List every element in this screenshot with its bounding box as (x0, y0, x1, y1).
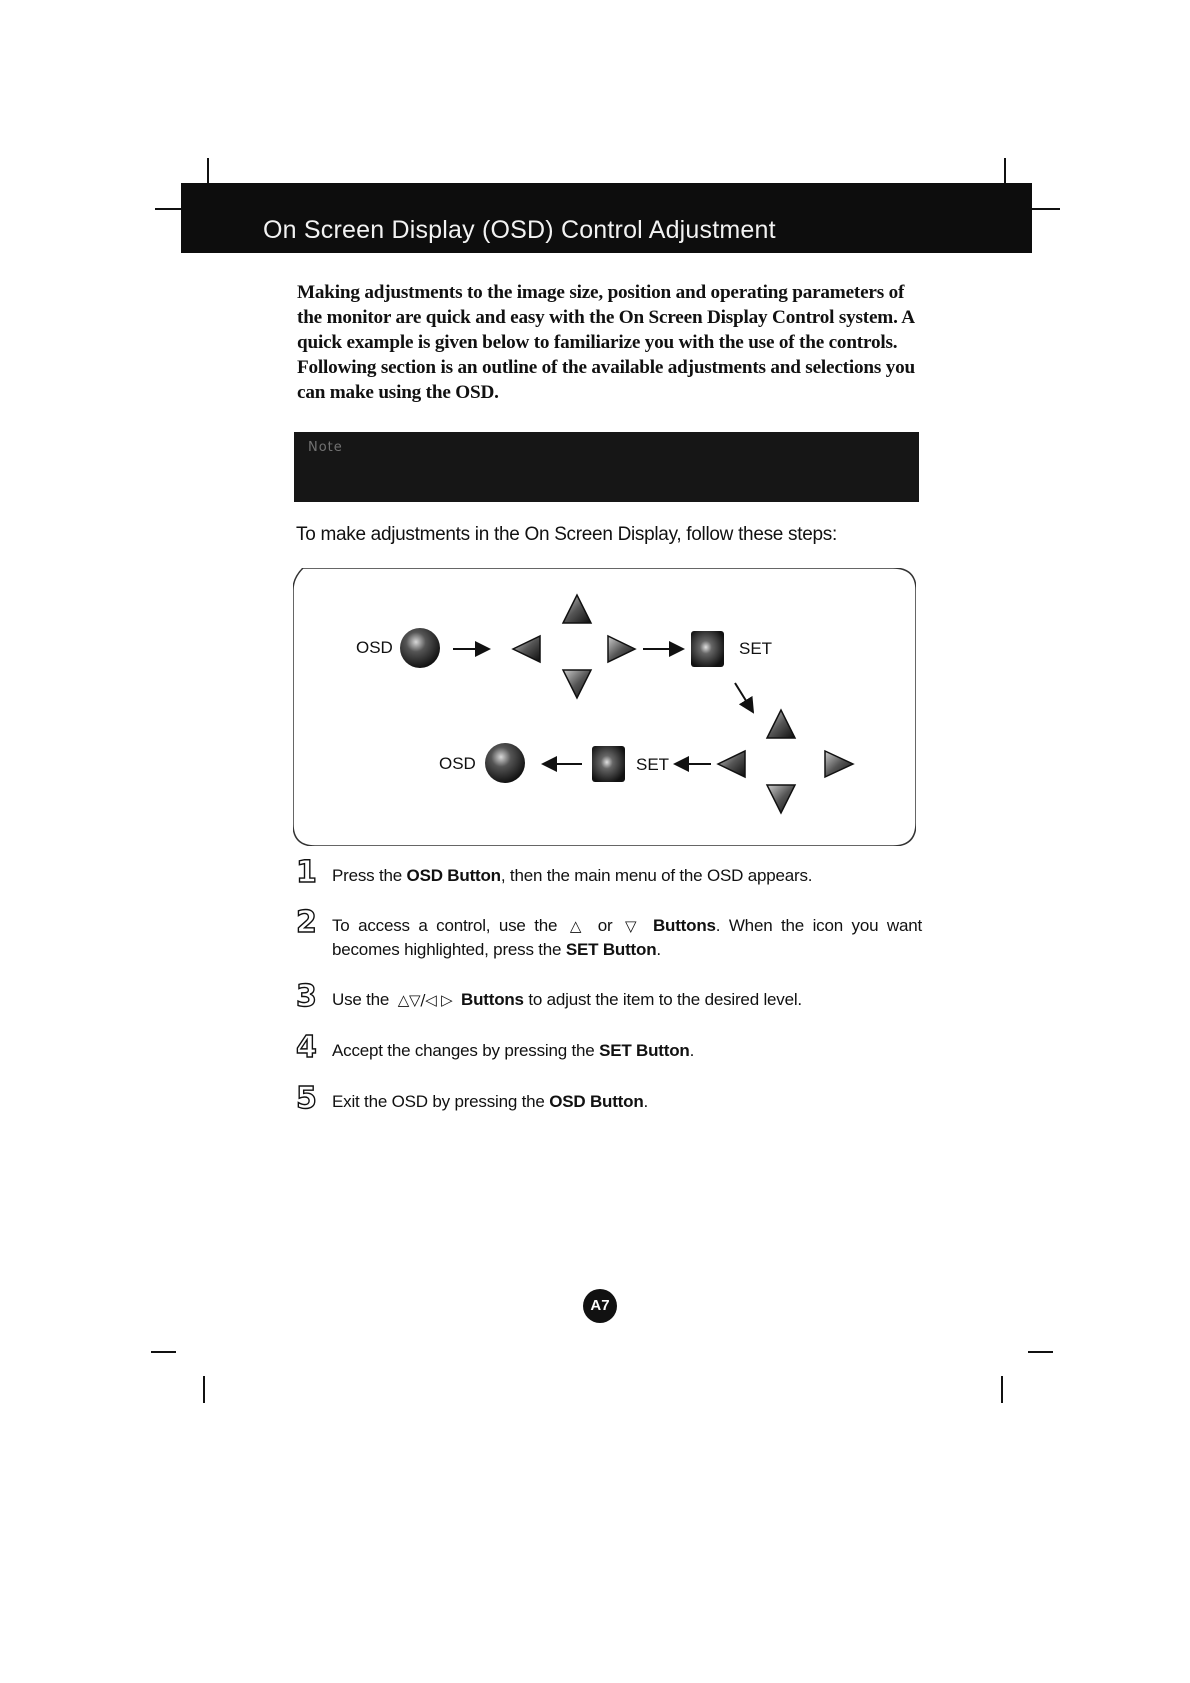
up-triangle-icon (563, 595, 591, 623)
step-2-text: To access a control, use the △ or ▽ Buttons. When the icon you want becomes highlighted, press the SET Button. (332, 916, 922, 959)
crop-mark-bottom-right-horizontal (1028, 1351, 1053, 1353)
step-4-text: Accept the changes by pressing the SET Button. (332, 1041, 695, 1060)
step-number-3-icon: 3 (296, 979, 317, 1014)
page-number-badge: A7 (583, 1289, 617, 1323)
crop-mark-bottom-left-vertical (203, 1376, 205, 1403)
set-button-icon (691, 631, 724, 667)
up-triangle-icon (767, 710, 795, 738)
crop-mark-bottom-left-horizontal (151, 1351, 176, 1353)
osd-button-icon (400, 628, 440, 668)
crop-mark-bottom-right-vertical (1001, 1376, 1003, 1403)
note-box (294, 432, 919, 502)
right-triangle-icon (825, 751, 853, 777)
diagram-osd-label-2: OSD (439, 754, 476, 773)
down-triangle-icon (767, 785, 795, 813)
step-number-2-icon: 2 (296, 905, 317, 940)
down-triangle-icon (563, 670, 591, 698)
instruction-lead: To make adjustments in the On Screen Display, follow these steps: (296, 524, 837, 545)
arrow-diagonal-icon (735, 683, 753, 712)
osd-button-icon (485, 743, 525, 783)
set-button-icon (592, 746, 625, 782)
diagram-osd-label-1: OSD (356, 638, 393, 657)
right-triangle-icon (608, 636, 635, 662)
diagram-frame (293, 568, 916, 846)
crop-mark-top-left-vertical (207, 158, 209, 185)
intro-paragraph: Making adjustments to the image size, position and operating parameters of the monitor are quick and easy with the On Screen Display Control system. A quick example is given below to familiarize you with the use of the controls. Following section is an outline of the available adjustments and selections you can make using the OSD. (297, 282, 915, 403)
crop-mark-top-right-horizontal (1032, 208, 1060, 210)
step-5-text: Exit the OSD by pressing the OSD Button. (332, 1092, 649, 1111)
crop-mark-top-left-horizontal (155, 208, 183, 210)
step-3-text: Use the △▽/◁ ▷ Buttons to adjust the item to the desired level. (332, 990, 802, 1009)
step-number-1-icon: 1 (296, 855, 317, 890)
section-title-bar (181, 183, 1032, 253)
diagram-set-label-1: SET (739, 639, 773, 658)
diagram-set-label-2: SET (636, 755, 670, 774)
step-1-text: Press the OSD Button, then the main menu of the OSD appears. (332, 866, 813, 885)
left-triangle-icon (513, 636, 540, 662)
left-triangle-icon (718, 751, 745, 777)
page-title: On Screen Display (OSD) Control Adjustment (263, 216, 776, 244)
step-number-4-icon: 4 (296, 1030, 317, 1065)
osd-flow-diagram (293, 568, 916, 846)
note-title: Note (308, 440, 343, 455)
step-number-5-icon: 5 (296, 1081, 317, 1116)
crop-mark-top-right-vertical (1004, 158, 1006, 185)
